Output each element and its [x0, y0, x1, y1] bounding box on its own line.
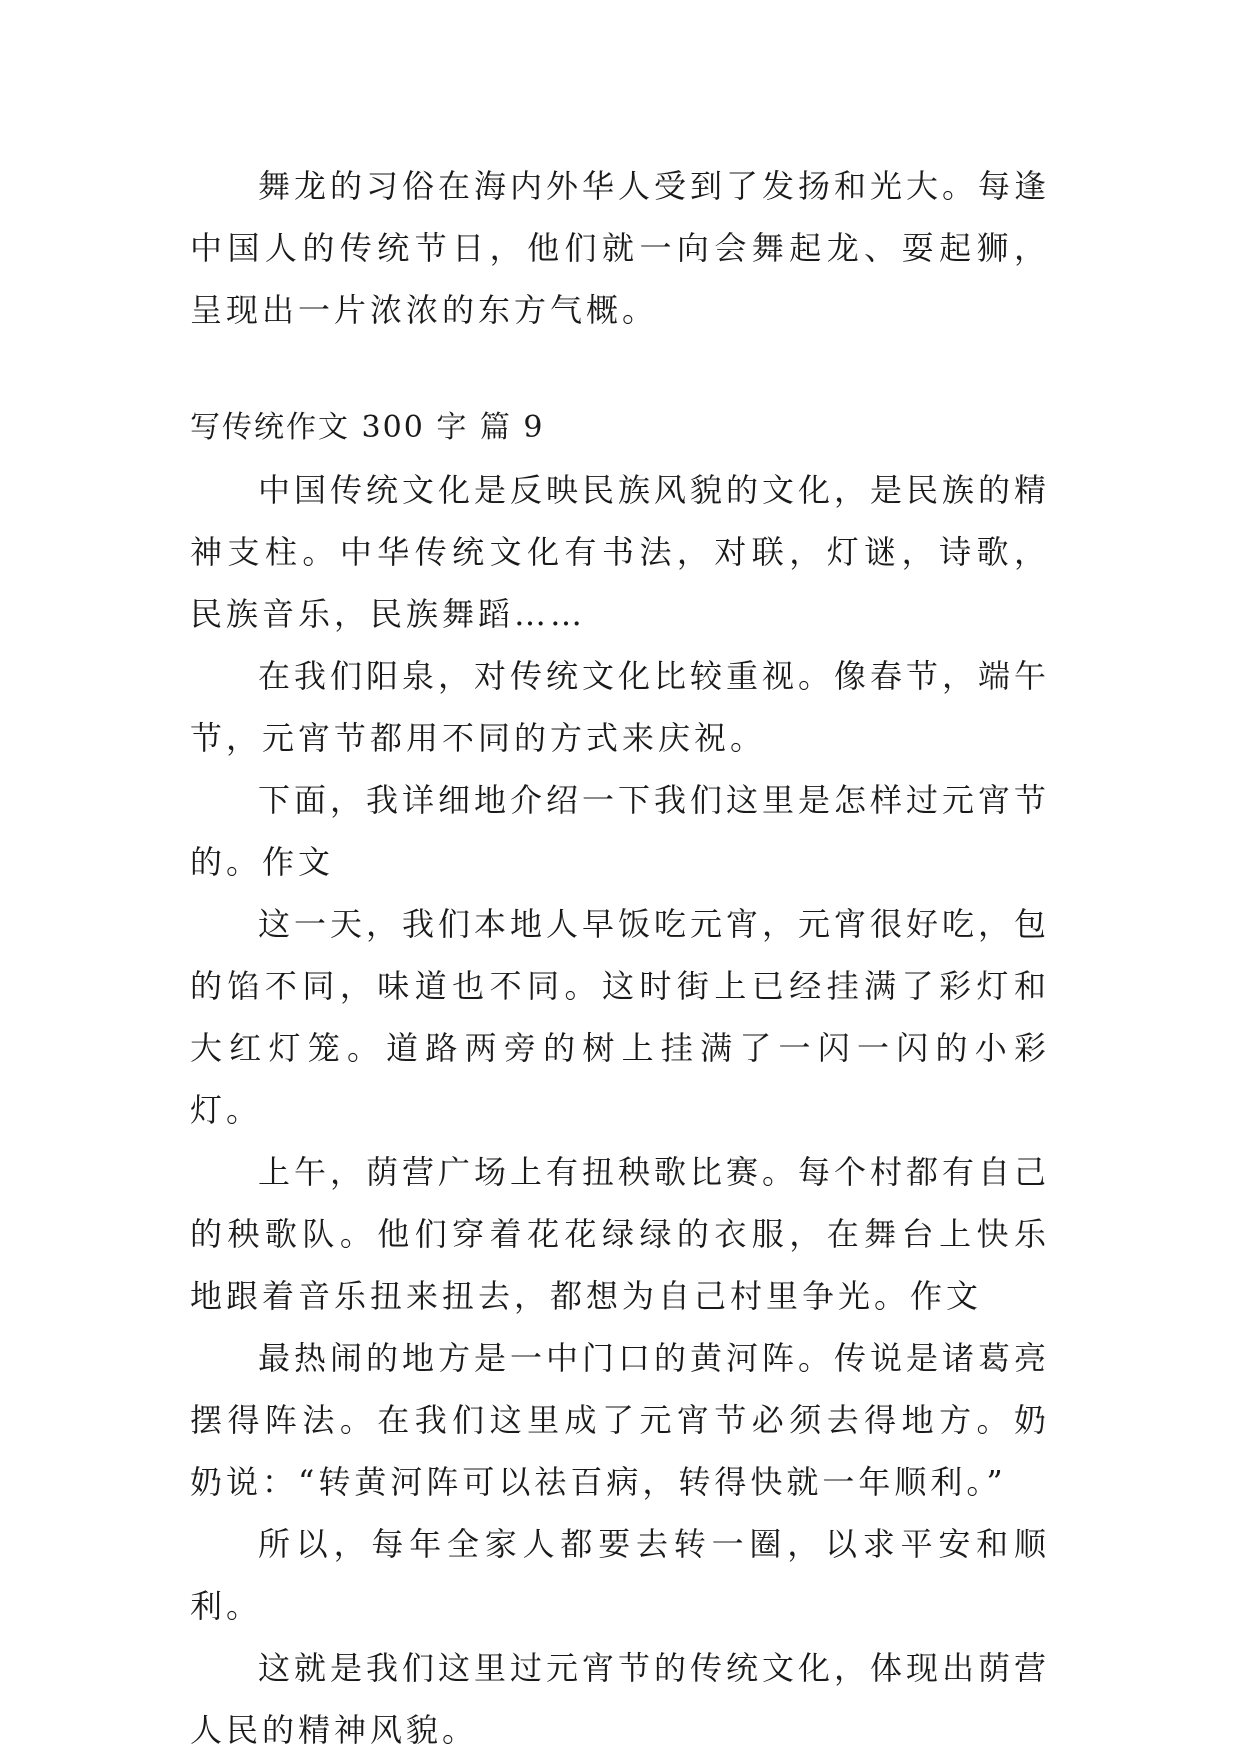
section-heading: 写传统作文 300 字 篇 9 — [190, 410, 545, 445]
section-gap — [190, 341, 1050, 397]
paragraph-4: 这一天，我们本地人早饭吃元宵，元宵很好吃，包的馅不同，味道也不同。这时街上已经挂满了彩灯和大红灯笼。道路两旁的树上挂满了一闪一闪的小彩灯。 — [190, 905, 1051, 1129]
paragraph-2: 在我们阳泉，对传统文化比较重视。像春节，端午节，元宵节都用不同的方式来庆祝。 — [190, 657, 1051, 757]
paragraph-1: 中国传统文化是反映民族风貌的文化，是民族的精神支柱。中华传统文化有书法，对联，灯谜，诗歌，民族音乐，民族舞蹈…… — [190, 471, 1051, 633]
paragraph-6: 最热闹的地方是一中门口的黄河阵。传说是诸葛亮摆得阵法。在我们这里成了元宵节必须去得地方。奶奶说：“转黄河阵可以祛百病，转得快就一年顺利。” — [190, 1339, 1051, 1501]
document-body — [190, 155, 1050, 1761]
paragraph-5: 上午，荫营广场上有扭秧歌比赛。每个村都有自己的秧歌队。他们穿着花花绿绿的衣服，在舞台上快乐地跟着音乐扭来扭去，都想为自己村里争光。作文 — [190, 1153, 1051, 1315]
paragraph-3: 下面，我详细地介绍一下我们这里是怎样过元宵节的。作文 — [190, 781, 1051, 881]
paragraph-7: 所以，每年全家人都要去转一圈，以求平安和顺利。 — [190, 1525, 1050, 1625]
paragraph-8: 这就是我们这里过元宵节的传统文化，体现出荫营人民的精神风貌。 — [190, 1649, 1051, 1749]
intro-paragraph: 舞龙的习俗在海内外华人受到了发扬和光大。每逢中国人的传统节日，他们就一向会舞起龙、耍起狮，呈现出一片浓浓的东方气概。 — [190, 167, 1051, 329]
